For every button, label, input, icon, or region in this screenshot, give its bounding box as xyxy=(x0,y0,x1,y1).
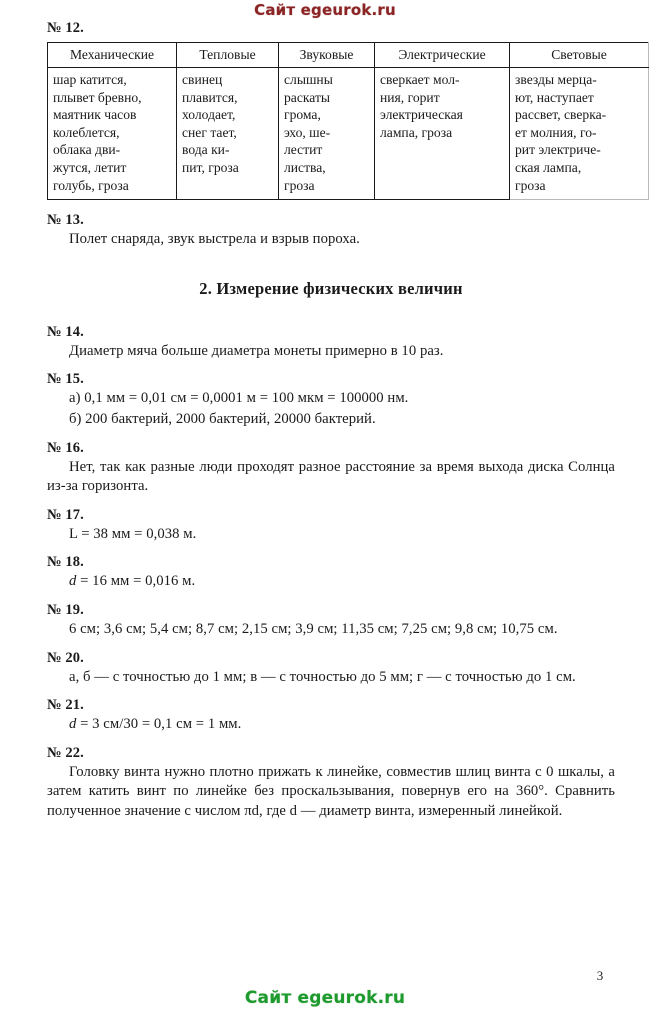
table-cell-light xyxy=(510,68,649,200)
table-header-row xyxy=(48,43,649,68)
table-cell-electric xyxy=(375,68,510,200)
answer-text-20: а, б — с точностью до 1 мм; в — с точностью до 5 мм; г — с точностью до 1 см. xyxy=(69,668,576,685)
table-header-light: Световые xyxy=(510,43,649,68)
answer-text-17: L = 38 мм = 0,038 м. xyxy=(69,525,197,542)
answer-block-15 xyxy=(47,370,615,429)
table-cell-mechanical xyxy=(48,68,177,200)
answer-block-21 xyxy=(47,696,615,735)
answer-text-13: Полет снаряда, звук выстрела и взрыв пороха. xyxy=(69,231,360,248)
table-block xyxy=(47,19,615,200)
cell-lines-electric: сверкает мол- ния, горит электрическая лампа, гроза xyxy=(380,72,463,140)
question-number-13: № 13. xyxy=(47,212,84,229)
watermark-bottom: Сайт egeurok.ru xyxy=(244,988,406,1008)
table-header-mechanical: Механические xyxy=(48,43,177,68)
table-cell-sound xyxy=(279,68,375,200)
question-number-19: № 19. xyxy=(47,601,84,618)
question-number-18: № 18. xyxy=(47,554,84,571)
question-number-16: № 16. xyxy=(47,439,84,456)
answer-text-16: Нет, так как разные люди проходят разное расстояние за время выхода диска Солнца из-за горизонта. xyxy=(47,458,615,495)
cell-lines-mechanical: шар катится, плывет бревно, маятник часов колеблется, облака дви- жутся, летит голубь, гроза xyxy=(53,72,142,193)
cell-lines-thermal: свинец плавится, холодает, снег тает, вода ки- пит, гроза xyxy=(182,72,239,175)
answer-text-18: d = 16 мм = 0,016 м. xyxy=(69,573,196,590)
table-header-electric: Электрические xyxy=(375,43,510,68)
answer-block-14 xyxy=(47,323,615,362)
cell-lines-light: звезды мерца- ют, наступает рассвет, сверка- ет молния, го- рит электриче- ская лампа, гроза xyxy=(515,72,607,193)
document-content xyxy=(47,19,615,830)
cell-lines-sound: слышны раскаты грома, эхо, ше- лестит листва, гроза xyxy=(284,72,333,193)
table-cell-thermal xyxy=(177,68,279,200)
answer-text-14: Диаметр мяча больше диаметра монеты примерно в 10 раз. xyxy=(69,342,444,359)
question-number-22: № 22. xyxy=(47,744,84,761)
table-header-thermal: Тепловые xyxy=(177,43,279,68)
section-heading: 2. Измерение физических величин xyxy=(199,278,463,298)
answer-block-16 xyxy=(47,439,615,497)
answer-text-22: Головку винта нужно плотно прижать к линейке, совместив шлиц винта с 0 шкалы, а затем катить винт по линейке без проскальзывания, повернув его на 360°. Сравнить полученное значение с числом πd, где d — диаметр винта, измеренный линейкой. xyxy=(47,763,615,819)
answer-text-15-a: а) 0,1 мм = 0,01 см = 0,0001 м = 100 мкм = 100000 нм. xyxy=(69,390,409,407)
question-number-14: № 14. xyxy=(47,323,84,340)
answer-text-21: d = 3 см/30 = 0,1 см = 1 мм. xyxy=(69,716,242,733)
question-number-21: № 21. xyxy=(47,697,84,714)
answer-block-20 xyxy=(47,649,615,688)
question-number-17: № 17. xyxy=(47,506,84,523)
answer-block-22 xyxy=(47,744,615,822)
question-number-12: № 12. xyxy=(47,20,84,36)
table-header-sound: Звуковые xyxy=(279,43,375,68)
watermark-top: Сайт egeurok.ru xyxy=(254,1,396,19)
answer-text-15-b: б) 200 бактерий, 2000 бактерий, 20000 бактерий. xyxy=(69,410,376,427)
question-number-15: № 15. xyxy=(47,371,84,388)
phenomena-table xyxy=(47,42,649,200)
answer-block-13 xyxy=(47,211,615,250)
table-row xyxy=(48,68,649,200)
answer-text-19: 6 см; 3,6 см; 5,4 см; 8,7 см; 2,15 см; 3,9 см; 11,35 см; 7,25 см; 9,8 см; 10,75 см. xyxy=(69,620,558,637)
answer-block-17 xyxy=(47,506,615,545)
question-number-20: № 20. xyxy=(47,649,84,666)
answer-block-18 xyxy=(47,553,615,592)
answer-block-19 xyxy=(47,601,615,640)
page-number: 3 xyxy=(596,968,604,983)
